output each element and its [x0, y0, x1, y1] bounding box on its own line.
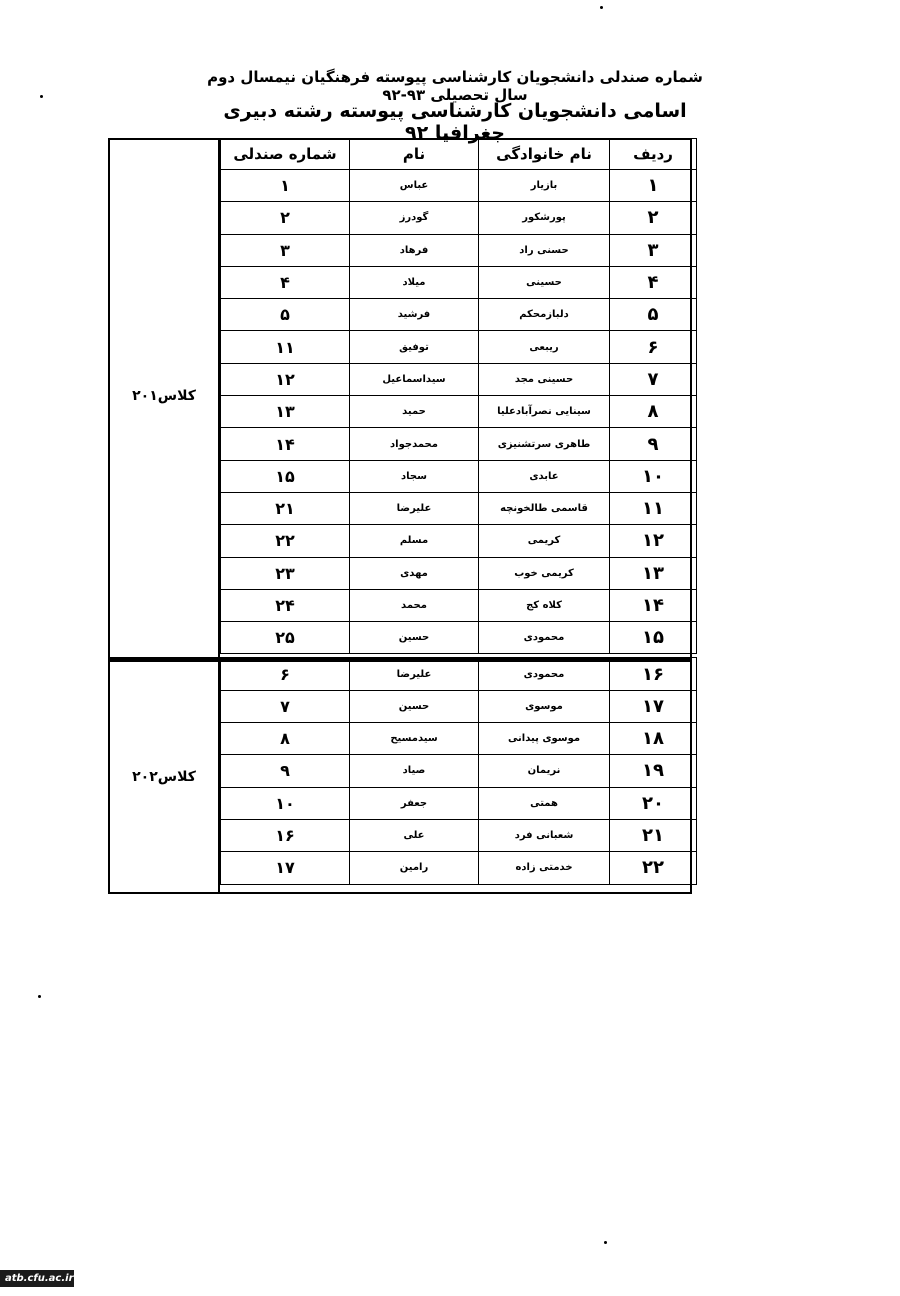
seat-number-cell: ۱: [221, 170, 350, 202]
family-name-cell: موسوی پیدانی: [479, 723, 610, 755]
family-name-cell: دلبازمحکم: [479, 299, 610, 331]
row-number-cell: ۱۲: [610, 525, 697, 557]
family-name-cell: شعبانی فرد: [479, 819, 610, 851]
table-row: [221, 755, 697, 787]
seat-number-cell: ۷: [221, 690, 350, 722]
seat-number-cell: ۲۲: [221, 525, 350, 557]
header-row-number: ردیف: [610, 139, 697, 170]
first-name-cell: حسین: [350, 622, 479, 654]
family-name-cell: موسوی: [479, 690, 610, 722]
row-number-cell: ۱۶: [610, 658, 697, 690]
table-row: [221, 299, 697, 331]
first-name-cell: حسین: [350, 690, 479, 722]
row-number-cell: ۶: [610, 331, 697, 363]
family-name-cell: محمودی: [479, 658, 610, 690]
row-number-cell: ۲۱: [610, 819, 697, 851]
table-row: [221, 622, 697, 654]
family-name-cell: حسنی راد: [479, 234, 610, 266]
row-number-cell: ۳: [610, 234, 697, 266]
first-name-cell: توفیق: [350, 331, 479, 363]
row-number-cell: ۱۰: [610, 460, 697, 492]
seat-number-cell: ۳: [221, 234, 350, 266]
seat-number-cell: ۶: [221, 658, 350, 690]
table-row: [221, 819, 697, 851]
first-name-cell: محمد: [350, 589, 479, 621]
row-number-cell: ۱۱: [610, 492, 697, 524]
row-number-cell: ۱۵: [610, 622, 697, 654]
table-row: [221, 266, 697, 298]
scan-speck: [40, 95, 43, 98]
seat-number-cell: ۱۷: [221, 852, 350, 884]
row-number-cell: ۱۹: [610, 755, 697, 787]
first-name-cell: مسلم: [350, 525, 479, 557]
row-number-cell: ۷: [610, 363, 697, 395]
family-name-cell: طاهری سرتشنیزی: [479, 428, 610, 460]
family-name-cell: همتی: [479, 787, 610, 819]
row-number-cell: ۹: [610, 428, 697, 460]
table-row: [221, 557, 697, 589]
first-name-cell: علیرضا: [350, 658, 479, 690]
table-row: [221, 852, 697, 884]
row-number-cell: ۲۰: [610, 787, 697, 819]
table-row: [221, 525, 697, 557]
seat-number-cell: ۲۵: [221, 622, 350, 654]
scan-speck: [604, 1241, 607, 1244]
table-row: [221, 690, 697, 722]
table-row: [221, 363, 697, 395]
seat-number-cell: ۹: [221, 755, 350, 787]
document-title: شماره صندلی دانشجویان کارشناسی پیوسته فرهنگیان نیمسال دوم سال تحصیلی ۹۳-۹۲: [207, 68, 703, 104]
family-name-cell: عابدی: [479, 460, 610, 492]
family-name-cell: حسینی مجد: [479, 363, 610, 395]
family-name-cell: کلاه کج: [479, 589, 610, 621]
seat-number-cell: ۸: [221, 723, 350, 755]
family-name-cell: سینایی نصرآبادعلیا: [479, 396, 610, 428]
first-name-cell: رامین: [350, 852, 479, 884]
row-number-cell: ۱۳: [610, 557, 697, 589]
table-row: [221, 658, 697, 690]
family-name-cell: کریمی: [479, 525, 610, 557]
first-name-cell: گودرز: [350, 202, 479, 234]
site-watermark: atb.cfu.ac.ir: [0, 1270, 74, 1287]
row-number-cell: ۲۲: [610, 852, 697, 884]
class-label-201: کلاس۲۰۱: [132, 388, 196, 404]
family-name-cell: حسینی: [479, 266, 610, 298]
table-row: [221, 331, 697, 363]
seat-number-cell: ۱۲: [221, 363, 350, 395]
table-row: [221, 460, 697, 492]
group-divider: [108, 657, 692, 662]
first-name-cell: فرشید: [350, 299, 479, 331]
row-number-cell: ۵: [610, 299, 697, 331]
first-name-cell: صیاد: [350, 755, 479, 787]
first-name-cell: عباس: [350, 170, 479, 202]
family-name-cell: ریبعی: [479, 331, 610, 363]
table-row: [221, 787, 697, 819]
seat-number-cell: ۴: [221, 266, 350, 298]
first-name-cell: علیرضا: [350, 492, 479, 524]
table-row: [221, 723, 697, 755]
first-name-cell: سیدمسیح: [350, 723, 479, 755]
table-row: [221, 396, 697, 428]
row-number-cell: ۱۷: [610, 690, 697, 722]
table-row: [221, 492, 697, 524]
table-row: [221, 170, 697, 202]
first-name-cell: سجاد: [350, 460, 479, 492]
family-name-cell: نریمان: [479, 755, 610, 787]
student-seat-table: [220, 138, 697, 885]
row-number-cell: ۲: [610, 202, 697, 234]
document-subtitle: اسامی دانشجویان کارشناسی پیوسته رشته دبیری جغرافیا ۹۲: [223, 100, 687, 144]
first-name-cell: مهدی: [350, 557, 479, 589]
seat-number-cell: ۱۰: [221, 787, 350, 819]
family-name-cell: محمودی: [479, 622, 610, 654]
seat-number-cell: ۱۴: [221, 428, 350, 460]
seat-number-cell: ۱۱: [221, 331, 350, 363]
row-number-cell: ۴: [610, 266, 697, 298]
seat-number-cell: ۲۱: [221, 492, 350, 524]
seat-number-cell: ۱۳: [221, 396, 350, 428]
first-name-cell: محمدجواد: [350, 428, 479, 460]
first-name-cell: میلاد: [350, 266, 479, 298]
first-name-cell: علی: [350, 819, 479, 851]
class-label-202: کلاس۲۰۲: [132, 769, 196, 785]
table-row: [221, 589, 697, 621]
header-seat-number: شماره صندلی: [221, 139, 350, 170]
header-first-name: نام: [350, 139, 479, 170]
row-number-cell: ۱۸: [610, 723, 697, 755]
table-row: [221, 428, 697, 460]
seat-number-cell: ۲۴: [221, 589, 350, 621]
seat-number-cell: ۱۵: [221, 460, 350, 492]
family-name-cell: خدمتی زاده: [479, 852, 610, 884]
first-name-cell: سیداسماعیل: [350, 363, 479, 395]
table-row: [221, 202, 697, 234]
first-name-cell: حمید: [350, 396, 479, 428]
family-name-cell: کریمی خوب: [479, 557, 610, 589]
family-name-cell: پورشکور: [479, 202, 610, 234]
first-name-cell: فرهاد: [350, 234, 479, 266]
table-header-row: [221, 139, 697, 170]
first-name-cell: جعفر: [350, 787, 479, 819]
row-number-cell: ۱۴: [610, 589, 697, 621]
header-family-name: نام خانوادگی: [479, 139, 610, 170]
scan-speck: [600, 6, 603, 9]
scan-speck: [38, 995, 41, 998]
seat-number-cell: ۵: [221, 299, 350, 331]
row-number-cell: ۱: [610, 170, 697, 202]
table-row: [221, 234, 697, 266]
seat-number-cell: ۲: [221, 202, 350, 234]
seat-number-cell: ۲۳: [221, 557, 350, 589]
row-number-cell: ۸: [610, 396, 697, 428]
seat-number-cell: ۱۶: [221, 819, 350, 851]
family-name-cell: بازیار: [479, 170, 610, 202]
family-name-cell: قاسمی طالخونچه: [479, 492, 610, 524]
